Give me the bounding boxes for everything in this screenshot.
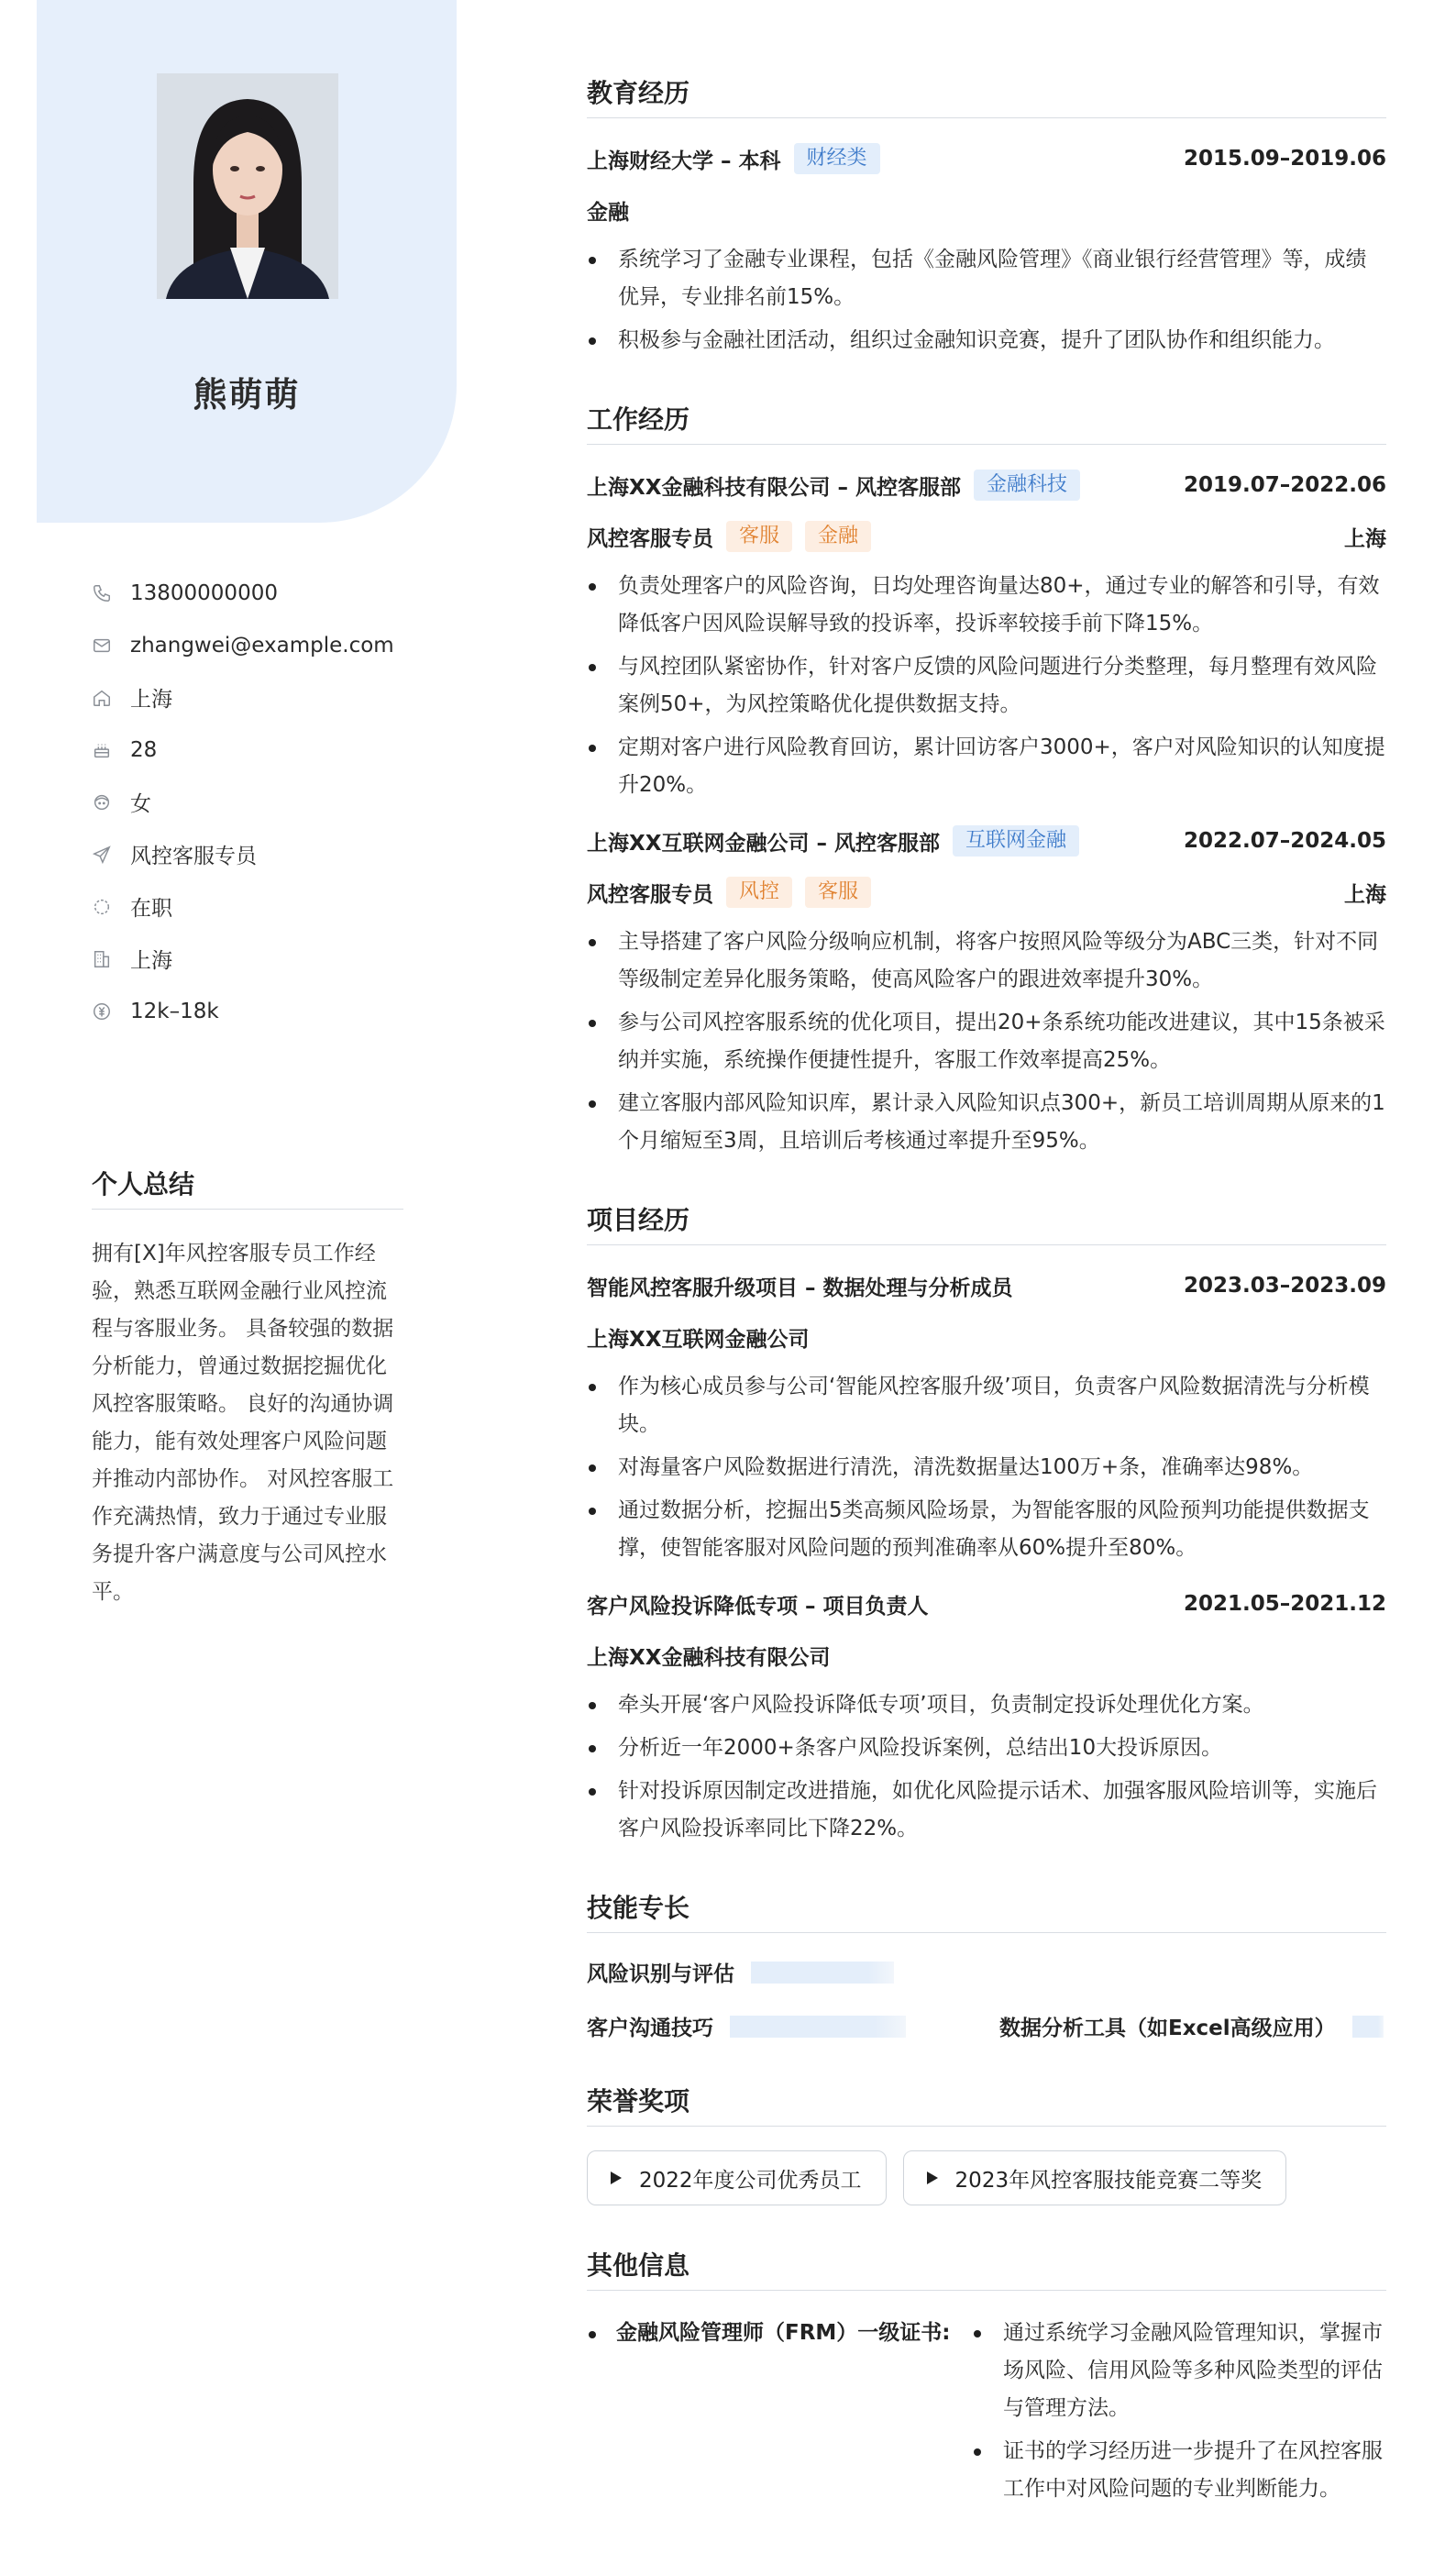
education-section — [587, 73, 1386, 359]
award-label: 2022年度公司优秀员工 — [639, 2168, 862, 2193]
education-date: 2015.09–2019.06 — [1183, 147, 1386, 171]
play-icon — [926, 2171, 939, 2185]
job-skill-tag: 风控 — [726, 877, 792, 908]
profile-name: 熊萌萌 — [193, 375, 301, 414]
status-icon — [92, 897, 112, 917]
email-icon — [92, 635, 112, 656]
education-bullets — [587, 241, 1386, 359]
award-chip[interactable] — [587, 2150, 887, 2205]
skill-level-bar — [1352, 2016, 1384, 2038]
job-industry-tag: 金融科技 — [974, 470, 1080, 501]
list-item: 作为核心成员参与公司‘智能风控客服升级’项目，负责客户风险数据清洗与分析模块。 — [587, 1368, 1386, 1443]
skills-list — [587, 1957, 1386, 2041]
summary-title: 个人总结 — [92, 1165, 403, 1210]
gender-icon — [92, 792, 112, 812]
summary-text: 拥有[X]年风控客服专员工作经验，熟悉互联网金融行业风控流程与客服业务。 具备较强的数据分析能力，曾通过数据挖掘优化风控客服策略。 良好的沟通协调能力，能有效处理客户风险问题并推动内部协作。 对风控客服工作充满热情，致力于通过专业服务提升客户满意度与公司风控水平。 — [92, 1242, 394, 1604]
contact-phone-value[interactable]: 13800000000 — [130, 580, 278, 605]
phone-icon — [92, 583, 112, 603]
project-name: 客户风险投诉降低专项 – 项目负责人 — [587, 1594, 929, 1619]
job-entry-1 — [587, 469, 1386, 804]
job-skill-tag: 金融 — [805, 521, 871, 552]
list-item: 证书的学习经历进一步提升了在风控客服工作中对风险问题的专业判断能力。 — [972, 2433, 1386, 2508]
skills-section — [587, 1888, 1386, 2041]
contact-gender — [92, 776, 422, 828]
job-company: 上海XX金融科技有限公司 – 风控客服部 — [587, 475, 961, 500]
project-org: 上海XX互联网金融公司 — [587, 1327, 810, 1352]
contact-email-value[interactable]: zhangwei@example.com — [130, 633, 394, 658]
contact-status — [92, 880, 422, 933]
certificate-label: 金融风险管理师（FRM）一级证书: — [616, 2321, 951, 2345]
bullet-dot — [589, 2331, 596, 2338]
work-title: 工作经历 — [587, 400, 1386, 445]
list-item: 积极参与金融社团活动，组织过金融知识竞赛，提升了团队协作和组织能力。 — [587, 322, 1386, 359]
projects-section — [587, 1200, 1386, 1848]
list-item: 通过系统学习金融风险管理知识，掌握市场风险、信用风险等多种风险类型的评估与管理方法。 — [972, 2315, 1386, 2427]
project-entry-1 — [587, 1269, 1386, 1567]
home-icon — [92, 688, 112, 708]
other-title: 其他信息 — [587, 2246, 1386, 2291]
salary-icon — [92, 1001, 112, 1022]
personal-summary — [92, 1165, 403, 1611]
skill-level-bar — [751, 1962, 894, 1984]
contact-location-value: 上海 — [130, 688, 172, 712]
skill-item — [587, 2011, 999, 2041]
certificate-bullets — [972, 2315, 1386, 2508]
skill-item — [999, 2011, 1384, 2041]
list-item: 与风控团队紧密协作，针对客户反馈的风险问题进行分类整理，每月整理有效风险案例50+，为风控策略优化提供数据支持。 — [587, 648, 1386, 724]
school-tag: 财经类 — [794, 143, 880, 174]
job-industry-tag: 互联网金融 — [953, 825, 1079, 857]
contact-city-value: 上海 — [130, 949, 172, 973]
contact-location — [92, 671, 422, 724]
skill-label: 数据分析工具（如Excel高级应用） — [999, 2017, 1336, 2040]
job-company: 上海XX互联网金融公司 – 风控客服部 — [587, 831, 940, 856]
project-bullets — [587, 1686, 1386, 1848]
job-position: 风控客服专员 — [587, 526, 713, 551]
send-icon — [92, 845, 112, 865]
project-date: 2021.05–2021.12 — [1183, 1592, 1386, 1616]
project-org: 上海XX金融科技有限公司 — [587, 1645, 831, 1670]
project-date: 2023.03–2023.09 — [1183, 1274, 1386, 1298]
awards-section — [587, 2082, 1386, 2205]
list-item: 建立客服内部风险知识库，累计录入风险知识点300+，新员工培训周期从原来的1个月缩短至3周，且培训后考核通过率提升至95%。 — [587, 1085, 1386, 1160]
list-item: 定期对客户进行风险教育回访，累计回访客户3000+，客户对风险知识的认知度提升20%。 — [587, 729, 1386, 804]
skill-label: 风险识别与评估 — [587, 1962, 734, 1986]
list-item: 系统学习了金融专业课程，包括《金融风险管理》《商业银行经营管理》等，成绩优异，专业排名前15%。 — [587, 241, 1386, 316]
award-chip[interactable] — [903, 2150, 1287, 2205]
job-city: 上海 — [1344, 882, 1386, 907]
projects-title: 项目经历 — [587, 1200, 1386, 1245]
main-content — [587, 73, 1386, 2554]
contact-phone — [92, 567, 422, 619]
job-entry-2 — [587, 824, 1386, 1160]
school-name: 上海财经大学 – 本科 — [587, 149, 781, 173]
job-date: 2019.07–2022.06 — [1183, 473, 1386, 497]
contact-age-value: 28 — [130, 737, 158, 762]
list-item: 主导搭建了客户风险分级响应机制，将客户按照风险等级分为ABC三类，针对不同等级制定差异化服务策略，使高风险客户的跟进效率提升30%。 — [587, 923, 1386, 999]
award-label: 2023年风控客服技能竞赛二等奖 — [954, 2168, 1263, 2193]
building-icon — [92, 949, 112, 969]
education-entry — [587, 142, 1386, 359]
contact-list — [92, 567, 422, 1037]
skill-label: 客户沟通技巧 — [587, 2017, 713, 2040]
awards-title: 荣誉奖项 — [587, 2082, 1386, 2127]
job-city: 上海 — [1344, 526, 1386, 551]
education-title: 教育经历 — [587, 73, 1386, 118]
project-bullets — [587, 1368, 1386, 1567]
list-item: 对海量客户风险数据进行清洗，清洗数据量达100万+条，准确率达98%。 — [587, 1449, 1386, 1486]
other-section — [587, 2246, 1386, 2514]
contact-salary-value: 12k–18k — [130, 999, 219, 1023]
list-item: 针对投诉原因制定改进措施，如优化风险提示话术、加强客服风险培训等，实施后客户风险投诉率同比下降22%。 — [587, 1773, 1386, 1848]
education-major: 金融 — [587, 200, 629, 225]
job-skill-tag: 客服 — [726, 521, 792, 552]
skills-title: 技能专长 — [587, 1888, 1386, 1933]
job-bullets — [587, 568, 1386, 804]
project-entry-2 — [587, 1587, 1386, 1848]
job-skill-tag: 客服 — [805, 877, 871, 908]
contact-status-value: 在职 — [130, 897, 172, 921]
list-item: 负责处理客户的风险咨询，日均处理咨询量达80+，通过专业的解答和引导，有效降低客户因风险误解导致的投诉率，投诉率较接手前下降15%。 — [587, 568, 1386, 643]
skill-item — [587, 1957, 999, 1987]
job-position: 风控客服专员 — [587, 882, 713, 907]
contact-gender-value: 女 — [130, 792, 151, 816]
awards-list — [587, 2150, 1386, 2205]
skill-level-bar — [730, 2016, 906, 2038]
contact-position — [92, 828, 422, 880]
job-bullets — [587, 923, 1386, 1160]
list-item: 牵头开展‘客户风险投诉降低专项’项目，负责制定投诉处理优化方案。 — [587, 1686, 1386, 1724]
list-item: 分析近一年2000+条客户风险投诉案例，总结出10大投诉原因。 — [587, 1730, 1386, 1767]
job-date: 2022.07–2024.05 — [1183, 829, 1386, 853]
profile-photo — [157, 73, 338, 299]
contact-position-value: 风控客服专员 — [130, 845, 257, 868]
contact-salary — [92, 985, 422, 1037]
work-section — [587, 400, 1386, 1160]
list-item: 通过数据分析，挖掘出5类高频风险场景，为智能客服的风险预判功能提供数据支撑，使智能客服对风险问题的预判准确率从60%提升至80%。 — [587, 1492, 1386, 1567]
contact-city — [92, 933, 422, 985]
list-item: 参与公司风控客服系统的优化项目，提出20+条系统功能改进建议，其中15条被采纳并实施，系统操作便捷性提升，客服工作效率提高25%。 — [587, 1004, 1386, 1079]
project-name: 智能风控客服升级项目 – 数据处理与分析成员 — [587, 1276, 1013, 1300]
contact-email — [92, 619, 422, 671]
other-entry — [587, 2315, 1386, 2514]
play-icon — [610, 2171, 623, 2185]
contact-age — [92, 724, 422, 776]
cake-icon — [92, 740, 112, 760]
